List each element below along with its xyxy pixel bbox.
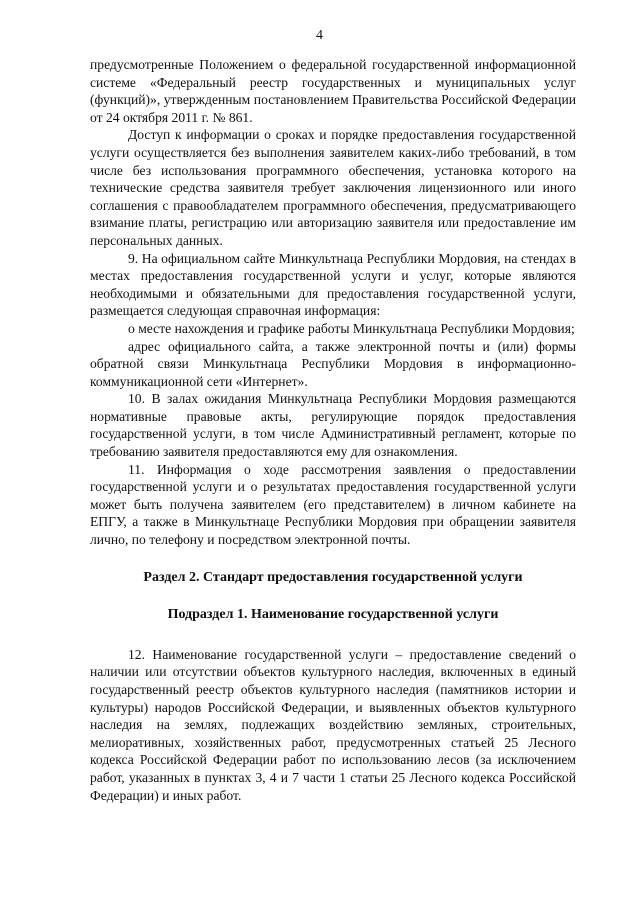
paragraph-access-info: Доступ к информации о сроках и порядке предоставления государственной услуги осуществляется без выполнения заявителем каких-либо требований, в том числе без использования программного обеспечения, установка которого на технические средства заявителя требует заключения лицензионного или иного соглашения с правообладателем программного обеспечения, предусматривающего взимание платы, регистрацию или авторизацию заявителя или предоставление им персональных данных.: [90, 127, 576, 248]
paragraph-website-address: адрес официального сайта, а также электронной почты и (или) формы обратной связи Минкультнаца Республики Мордовия в информационно-коммуникационной сети «Интернет».: [90, 338, 576, 389]
paragraph-item-10: 10. В залах ожидания Минкультнаца Республики Мордовия размещаются нормативные правовые акты, регулирующие порядок предоставления государственной услуги, в том числе Административный регламент, которые по требованию заявителя предоставляются ему для ознакомления.: [90, 391, 576, 460]
paragraph-location-schedule: о месте нахождения и графике работы Минкультнаца Республики Мордовия;: [128, 320, 575, 336]
document-body: [90, 56, 576, 804]
section-heading: Раздел 2. Стандарт предоставления государственной услуги: [143, 569, 523, 585]
paragraph-item-11: 11. Информация о ходе рассмотрения заявления о предоставлении государственной услуги и о результатах предоставления государственной услуги может быть получена заявителем (его представителем) в личном кабинете на ЕПГУ, а также в Минкультнаце Республики Мордовия при обращении заявителя лично, по телефону и посредством электронной почты.: [90, 461, 576, 548]
subsection-heading: Подраздел 1. Наименование государственной услуги: [167, 607, 499, 623]
paragraph-item-12: 12. Наименование государственной услуги – предоставление сведений о наличии или отсутствии объектов культурного наследия, включенных в единый государственный реестр объектов культурного наследия (памятников истории и культуры) народов Российской Федерации, и выявленных объектов культурного наследия на землях, подлежащих воздействию земляных, строительных, мелиоративных, хозяйственных работ, предусмотренных статьей 25 Лесного кодекса Российской Федерации работ по использованию лесов (за исключением работ, указанных в пунктах 3, 4 и 7 части 1 статьи 25 Лесного кодекса Российской Федерации) и иных работ.: [90, 646, 576, 803]
page-number: 4: [316, 28, 323, 43]
paragraph-continuation: предусмотренные Положением о федеральной государственной информационной системе «Федеральный реестр государственных и муниципальных услуг (функций)», утвержденным постановлением Правительства Российской Федерации от 24 октября 2011 г. № 861.: [90, 57, 576, 125]
paragraph-item-9: 9. На официальном сайте Минкультнаца Республики Мордовия, на стендах в местах предоставления государственной услуги и услуг, которые являются необходимыми и обязательными для предоставления государственной услуги, размещается следующая справочная информация:: [90, 250, 576, 319]
